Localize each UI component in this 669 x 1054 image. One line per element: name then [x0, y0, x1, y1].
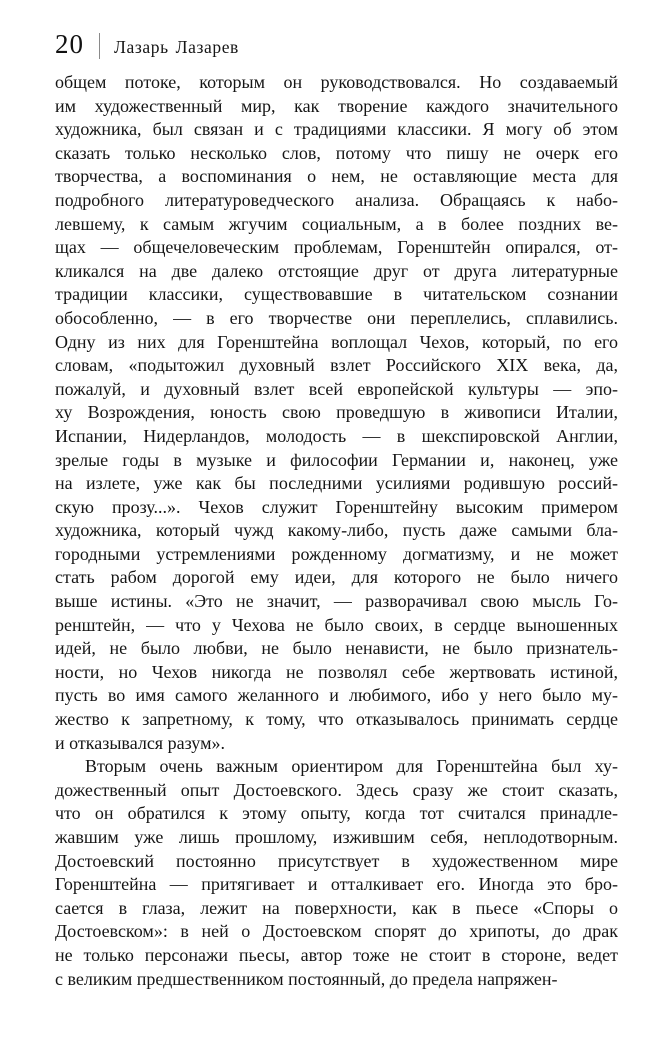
text-line: художника, был связан и с традициями классики. Я могу об этом	[55, 119, 618, 140]
running-head: Лазарь Лазарев	[114, 37, 239, 57]
text-line: скую прозу...». Чехов служит Горенштейну высоким примером	[55, 496, 618, 517]
text-line: подробного литературоведческого анализа. Обращаясь к набо-	[55, 189, 618, 210]
text-line: идей, не было любви, не было ненависти, не было признатель-	[55, 638, 618, 659]
page-number: 20	[55, 29, 84, 59]
text-line: им художественный мир, как творение каждого значительного	[55, 95, 618, 116]
text-line: зрелые годы в музыке и философии Германии и, наконец, уже	[55, 449, 618, 470]
text-line: Вторым очень важным ориентиром для Горенштейна был ху-	[85, 756, 618, 777]
text-line: Одну из них для Горенштейна воплощал Чехов, который, по его	[55, 331, 618, 352]
text-line: Испании, Нидерландов, молодость — в шекспировской Англии,	[55, 425, 618, 446]
paragraph	[55, 755, 618, 991]
text-line: Достоевский постоянно присутствует в художественном мире	[55, 850, 618, 871]
text-line: кликался на две далеко отстоящие друг от друга литературные	[55, 260, 618, 281]
text-line: пожалуй, и духовный взлет всей европейской культуры — эпо-	[55, 378, 618, 399]
text-line: сается в глаза, лежит на поверхности, как в пьесе «Споры о	[55, 897, 618, 918]
text-line: щах — общечеловеческим проблемам, Горенштейн опирался, от-	[55, 237, 618, 258]
text-line: с великим предшественником постоянный, до предела напряжен-	[55, 968, 558, 989]
text-line: не только персонажи пьесы, автор тоже не стоит в стороне, ведет	[55, 944, 618, 965]
text-line: жавшим уже лишь прошлому, изжившим себя, неплодотворным.	[55, 827, 618, 847]
text-line: что он обратился к этому опыту, когда тот считался принадле-	[55, 803, 618, 824]
text-line: левшему, к самым жгучим социальным, а в более поздних ве-	[55, 213, 618, 234]
header-divider	[99, 33, 100, 59]
text-line: стать рабом дорогой ему идеи, для которого не было ничего	[55, 567, 618, 588]
text-line: обособленно, — в его творчестве они переплелись, сплавились.	[55, 307, 618, 328]
text-line: выше истины. «Это не значит, — разворачивал свою мысль Го-	[55, 591, 618, 612]
text-line: общем потоке, которым он руководствовался. Но создаваемый	[55, 72, 618, 92]
text-line: ренштейн, — что у Чехова не было своих, в сердце выношенных	[55, 614, 618, 635]
text-line: дожественный опыт Достоевского. Здесь сразу же стоит сказать,	[55, 779, 618, 800]
text-line: художника, который чужд какому-либо, пусть даже самыми бла-	[55, 520, 618, 541]
text-line: сказать только несколько слов, потому что пишу не очерк его	[55, 142, 618, 163]
text-line: ху Возрождения, юность свою проведшую в живописи Италии,	[55, 402, 618, 423]
text-line: жество к запретному, к тому, что отказывалось принимать сердце	[55, 709, 618, 730]
text-line: пусть во имя самого желанного и любимого, ибо у него было му-	[55, 685, 618, 706]
text-line: традиции классики, существовавшие в читательском сознании	[55, 284, 618, 305]
text-line: городными устремлениями рожденному догматизму, и не может	[55, 543, 618, 564]
text-line: творчества, а воспоминания о нем, не оставляющие места для	[55, 166, 618, 187]
body-text	[55, 71, 618, 991]
text-line: ности, но Чехов никогда не позволял себе жертвовать истиной,	[55, 661, 618, 682]
text-line: и отказывался разум».	[55, 732, 225, 753]
text-line: Горенштейна — притягивает и отталкивает его. Иногда это бро-	[55, 874, 618, 895]
text-line: на излете, уже как бы последними усилиями родившую россий-	[55, 473, 618, 494]
text-line: Достоевском»: в ней о Достоевском спорят до хрипоты, до драк	[55, 921, 618, 942]
paragraph	[55, 71, 618, 755]
page-header	[55, 28, 239, 60]
text-line: словам, «подытожил духовный взлет Российского XIX века, да,	[55, 355, 618, 376]
